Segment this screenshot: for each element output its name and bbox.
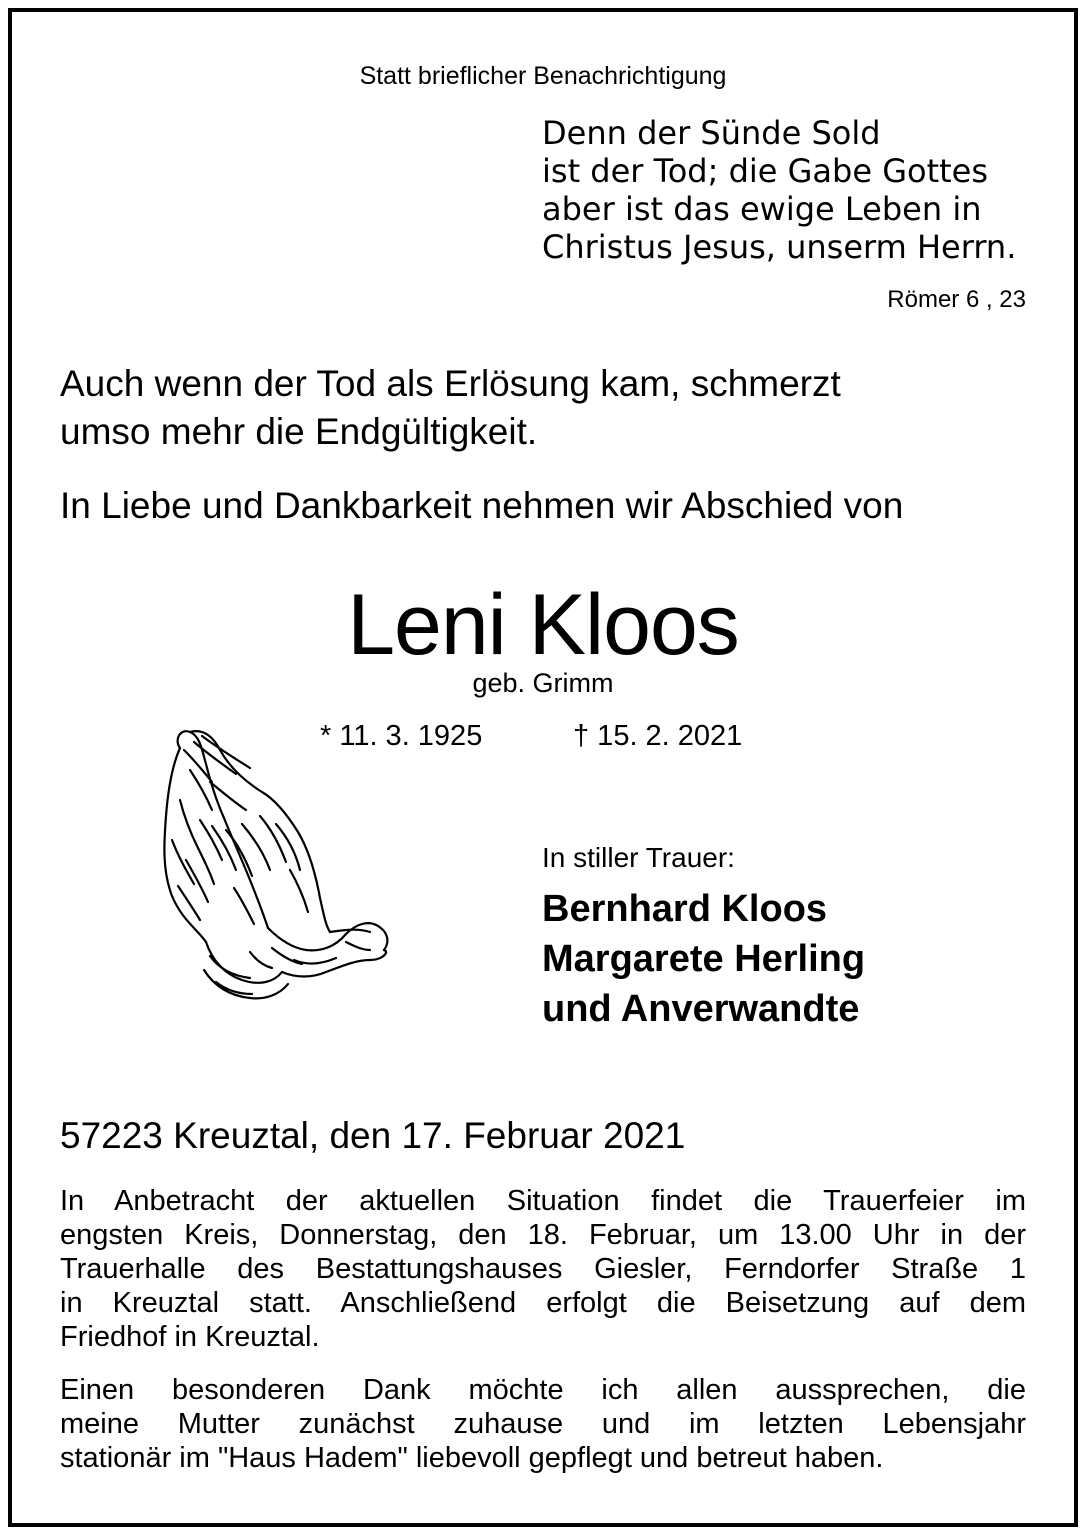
verse-line: Denn der Sünde Sold [542,114,881,152]
paragraph-line: stationär im "Haus Hadem" liebevoll gepflegt und betreut haben. [60,1442,884,1474]
verse-line: aber ist das ewige Leben in [542,190,982,228]
verse-reference: Römer 6 , 23 [887,286,1026,313]
death-date: † 15. 2. 2021 [573,720,743,752]
paragraph-line: meine Mutter zunächst zuhause und im letzten Lebensjahr [60,1408,1026,1440]
mourner-name: Bernhard Kloos [542,888,828,930]
birth-date: * 11. 3. 1925 [320,720,483,752]
verse-line: Christus Jesus, unserm Herrn. [542,228,1017,266]
paragraph-line: engsten Kreis, Donnerstag, den 18. Februar, um 13.00 Uhr in der [60,1219,1026,1251]
bible-verse [542,114,1062,266]
intro-line: Auch wenn der Tod als Erlösung kam, schmerzt [60,363,841,404]
praying-hands-icon [150,720,400,1010]
paragraph-line: In Anbetracht der aktuellen Situation findet die Trauerfeier im [60,1185,1026,1217]
mourner-name: und Anverwandte [542,988,860,1030]
paragraph-line: Trauerhalle des Bestattungshauses Giesler, Ferndorfer Straße 1 [60,1253,1026,1285]
funeral-info-paragraph [60,1184,1026,1354]
deceased-name: Leni Kloos [347,577,739,673]
paragraph-line: Einen besonderen Dank möchte ich allen aussprechen, die [60,1374,1026,1406]
maiden-name: geb. Grimm [472,668,614,698]
verse-line: ist der Tod; die Gabe Gottes [542,152,989,190]
intro-text [60,360,841,456]
place-date: 57223 Kreuztal, den 17. Februar 2021 [60,1115,686,1156]
mourner-name: Margarete Herling [542,938,866,980]
farewell-line: In Liebe und Dankbarkeit nehmen wir Abschied von [60,485,904,526]
paragraph-line: Friedhof in Kreuztal. [60,1321,320,1353]
notice-header: Statt brieflicher Benachrichtigung [359,62,727,90]
thanks-paragraph [60,1373,1026,1475]
mourners-label: In stiller Trauer: [542,842,735,873]
mourners-list [542,884,865,1034]
intro-line: umso mehr die Endgültigkeit. [60,411,538,452]
paragraph-line: in Kreuztal statt. Anschließend erfolgt die Beisetzung auf dem [60,1287,1026,1319]
